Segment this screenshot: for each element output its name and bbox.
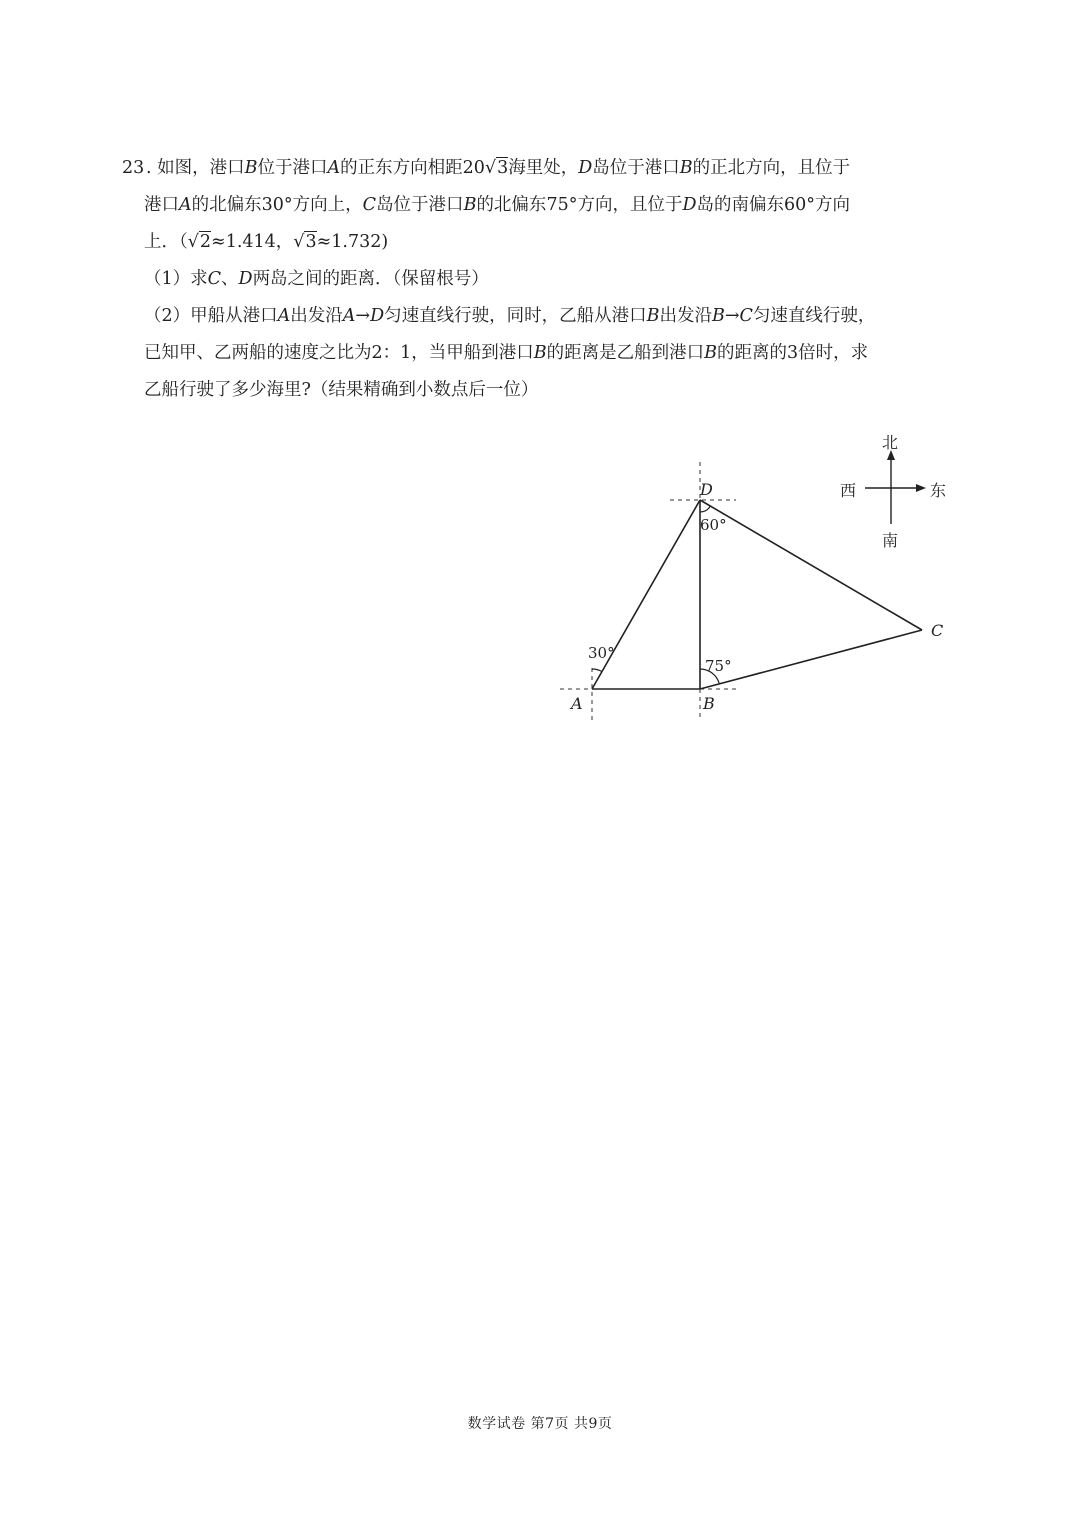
segment-bc (700, 630, 922, 689)
geometry-figure (540, 420, 970, 730)
question-line-2: 港口A的北偏东30°方向上，C岛位于港口B的北偏东75°方向，且位于D岛的南偏东60°方向 (144, 195, 851, 215)
sub-question-2-line-2: 已知甲、乙两船的速度之比为2：1，当甲船到港口B的距离是乙船到港口B的距离的3倍时，求 (144, 343, 869, 363)
segment-dc (700, 500, 922, 630)
page-footer: 数学试卷 第7页 共9页 (467, 1416, 613, 1432)
point-label-a: A (571, 694, 583, 713)
compass-rose (840, 433, 946, 550)
compass-west-label: 西 (840, 481, 857, 500)
sqrt-symbol: √ (187, 232, 199, 252)
question-number: 23 (122, 158, 145, 178)
question-line-3: 上．（√2≈1.414，√3≈1.732) (144, 232, 389, 252)
question-line-1: 23. 如图，港口B位于港口A的正东方向相距20√3海里处，D岛位于港口B的正北方向，且位于 (122, 150, 972, 187)
point-label-d: D (700, 480, 713, 499)
angle-arc-d (700, 506, 710, 512)
point-label-b: B (703, 694, 715, 713)
sub-question-2-line-3: 乙船行驶了多少海里?（结果精确到小数点后一位） (144, 380, 539, 400)
geometry-diagram (540, 420, 970, 730)
sqrt-symbol: √ (484, 158, 497, 178)
angle-label-a: 30° (588, 644, 615, 662)
angle-label-d: 60° (700, 516, 727, 534)
angle-arc-a (592, 669, 602, 672)
compass-east-arrow-icon (916, 484, 926, 492)
point-label-c: C (931, 621, 944, 640)
sub-question-2-line-1: （2）甲船从港口A出发沿A→D匀速直线行驶，同时，乙船从港口B出发沿B→C匀速直线行驶， (144, 306, 876, 326)
compass-east-label: 东 (930, 481, 947, 500)
sqrt-symbol: √ (293, 232, 305, 252)
compass-north-label: 北 (882, 433, 899, 452)
angle-label-b: 75° (705, 657, 732, 675)
compass-south-label: 南 (882, 531, 899, 550)
question-23 (122, 150, 972, 409)
sub-question-1: （1）求C、D两岛之间的距离．（保留根号） (144, 269, 489, 289)
